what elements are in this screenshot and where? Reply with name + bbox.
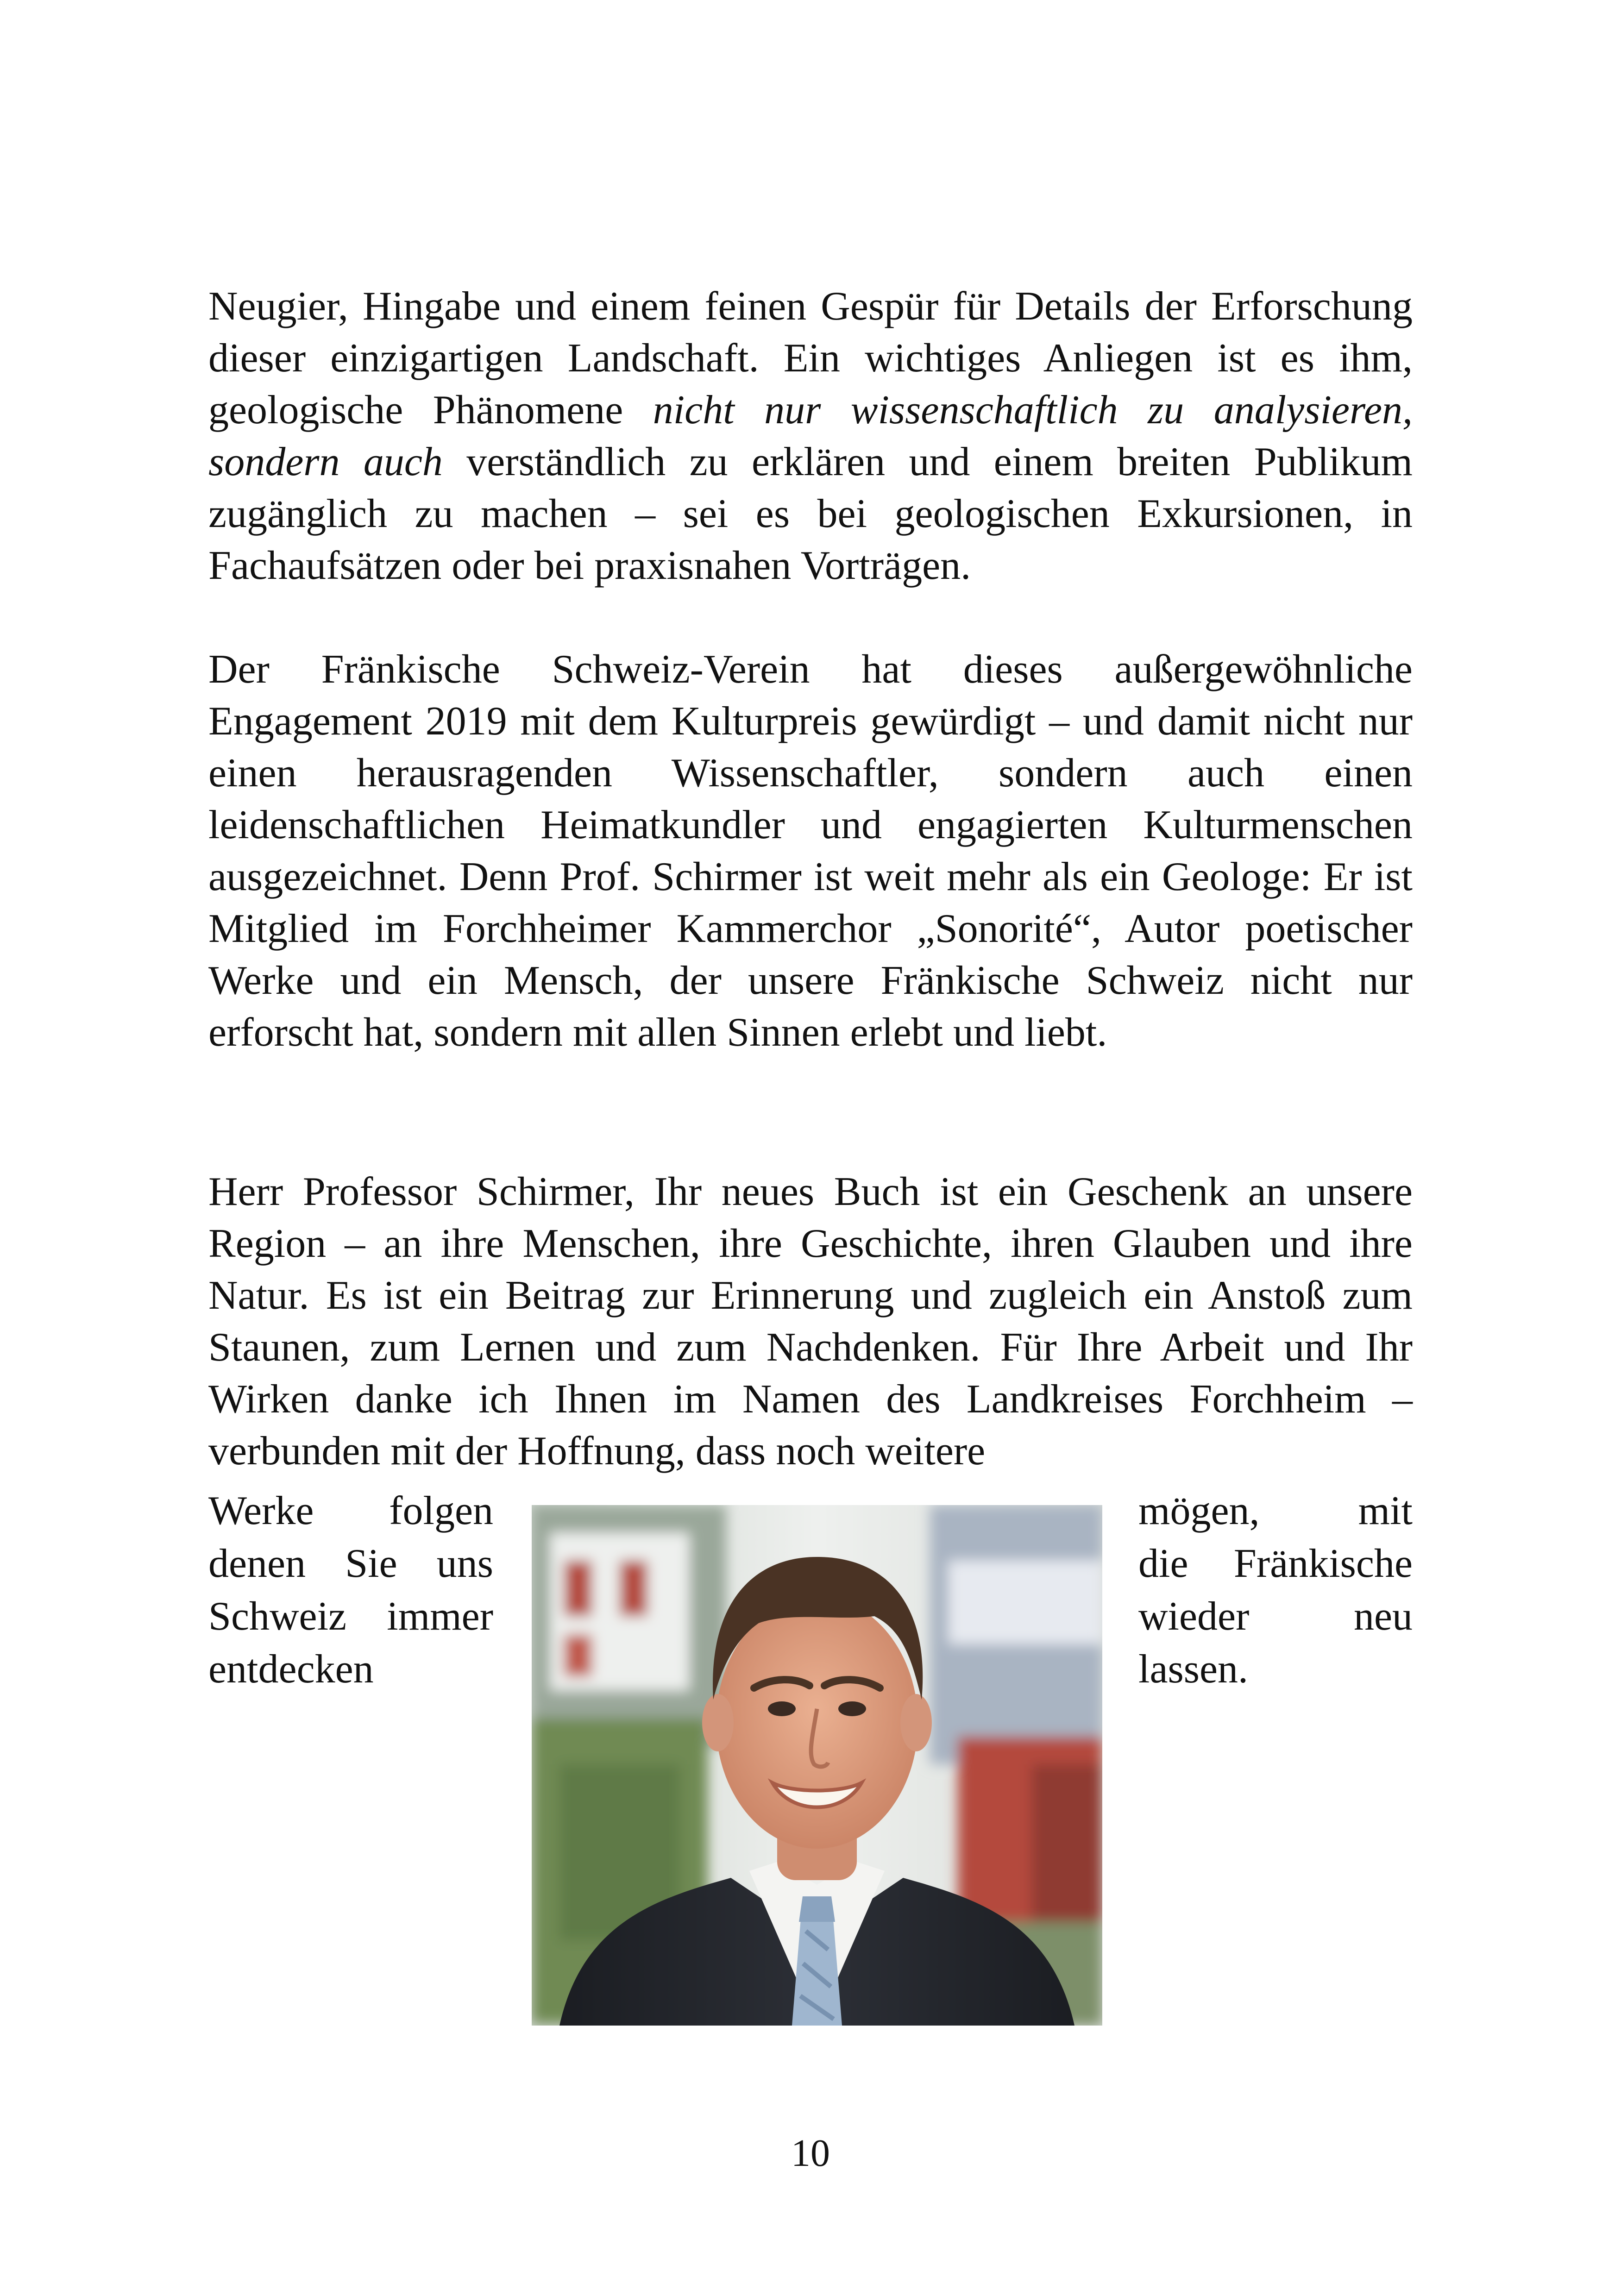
- paragraph-1-text-a: Neugier, Hingabe und einem feinen Gespür für Details der Erforschung dieser einzigartigen Landschaft. Ein wichtiges Anliegen ist es ihm, geologische Phänomene: [208, 284, 1413, 433]
- paragraph-1-text-b: verständlich zu erklären und einem breiten Publikum zugänglich zu machen – sei es bei geologischen Exkursionen, in Fachaufsätzen oder bei praxisnahen Vorträgen.: [208, 439, 1413, 588]
- wrap-text-right-column: [1138, 1485, 1413, 1696]
- wrap-line-left-2: denen Sie uns: [208, 1541, 493, 1586]
- portrait-illustration: [532, 1505, 1102, 2026]
- wrap-line-right-1: mögen, mit: [1138, 1488, 1413, 1533]
- face: [716, 1597, 918, 1849]
- wrap-line-right-4: lassen.: [1138, 1647, 1249, 1692]
- wrap-line-left-3: Schweiz immer: [208, 1594, 493, 1639]
- wrap-line-left-1: Werke folgen: [208, 1488, 493, 1533]
- wrap-text-left-column: [208, 1485, 493, 1696]
- page-number: 10: [791, 2132, 830, 2175]
- paragraph-2: Der Fränkische Schweiz-Verein hat dieses außergewöhnliche Engagement 2019 mit dem Kulturpreis gewürdigt – und damit nicht nur einen herausragenden Wissenschaftler, sondern auch einen leidenschaftlichen Heimatkundler und engagierten Kulturmenschen ausgezeichnet. Denn Prof. Schirmer ist weit mehr als ein Geologe: Er ist Mitglied im Forchheimer Kammerchor „Sonorité“, Autor poetischer Werke und ein Mensch, der unsere Fränkische Schweiz nicht nur erforscht hat, sondern mit allen Sinnen erlebt und liebt.: [208, 647, 1413, 1055]
- paragraph-3: Herr Professor Schirmer, Ihr neues Buch ist ein Geschenk an unsere Region – an ihre Menschen, ihre Geschichte, ihren Glauben und ihre Natur. Es ist ein Beitrag zur Erinnerung und zugleich ein Anstoß zum Staunen, zum Lernen und zum Nachdenken. Für Ihre Arbeit und Ihr Wirken danke ich Ihnen im Namen des Landkreises Forchheim – verbunden mit der Hoffnung, dass noch weitere: [208, 1169, 1413, 1474]
- wrap-line-left-4: entdecken: [208, 1647, 374, 1692]
- portrait-photo: [532, 1505, 1102, 2026]
- paragraph-1-italic: nicht nur wissenschaftlich zu analysieren, sondern auch: [208, 388, 1413, 484]
- paragraph-1: [208, 281, 1413, 592]
- wrap-line-right-2: die Fränkische: [1138, 1541, 1413, 1586]
- wrap-line-right-3: wieder neu: [1138, 1594, 1413, 1639]
